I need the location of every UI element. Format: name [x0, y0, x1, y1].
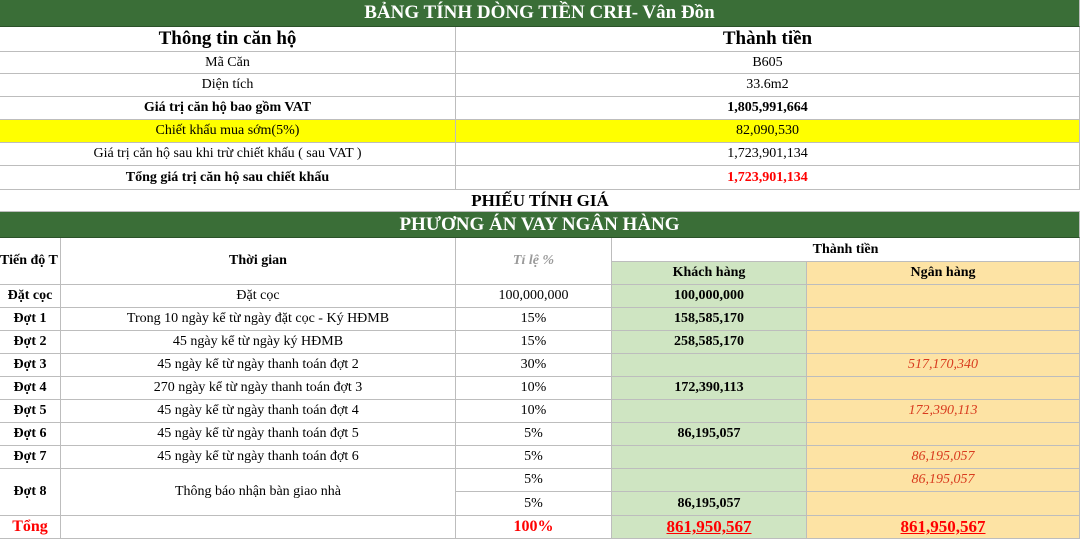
time-cell[interactable]: 45 ngày kể từ ngày thanh toán đợt 5 — [61, 423, 456, 446]
col-header-amount-group[interactable]: Thành tiền — [612, 238, 1080, 262]
payment-row — [0, 354, 1080, 377]
info-row-price-vat — [0, 97, 1080, 120]
col-header-time[interactable]: Thời gian — [61, 238, 456, 285]
customer-cell[interactable]: 258,585,170 — [612, 331, 807, 354]
info-row-code — [0, 52, 1080, 74]
info-value[interactable]: 1,723,901,134 — [456, 166, 1080, 190]
info-row-total — [0, 166, 1080, 190]
payment-row — [0, 377, 1080, 400]
total-ratio[interactable]: 100% — [456, 516, 612, 539]
stage-cell[interactable]: Đặt cọc — [0, 285, 61, 308]
payment-row — [0, 423, 1080, 446]
plan-header — [0, 238, 1080, 285]
ratio-cell[interactable]: 5% — [456, 469, 612, 492]
stage-cell[interactable]: Đợt 8 — [0, 469, 61, 516]
payment-row — [0, 331, 1080, 354]
bank-cell[interactable] — [807, 492, 1080, 516]
info-row-discount — [0, 120, 1080, 143]
bank-cell[interactable]: 86,195,057 — [807, 469, 1080, 492]
info-row-after-discount — [0, 143, 1080, 166]
subtitle[interactable]: PHIẾU TÍNH GIÁ — [0, 190, 1080, 212]
stage-cell[interactable]: Đợt 2 — [0, 331, 61, 354]
ratio-cell[interactable]: 10% — [456, 400, 612, 423]
ratio-cell[interactable]: 15% — [456, 331, 612, 354]
info-value[interactable]: 1,723,901,134 — [456, 143, 1080, 166]
col-header-customer[interactable]: Khách hàng — [612, 262, 807, 285]
ratio-cell[interactable]: 5% — [456, 446, 612, 469]
bank-cell[interactable] — [807, 308, 1080, 331]
plan-title-row — [0, 212, 1080, 238]
total-time-empty[interactable] — [61, 516, 456, 539]
plan-title[interactable]: PHƯƠNG ÁN VAY NGÂN HÀNG — [0, 212, 1080, 238]
ratio-cell[interactable]: 10% — [456, 377, 612, 400]
info-value[interactable]: B605 — [456, 52, 1080, 74]
stage-cell[interactable]: Đợt 7 — [0, 446, 61, 469]
payment-row — [0, 285, 1080, 308]
bank-cell[interactable] — [807, 423, 1080, 446]
info-label[interactable]: Giá trị căn hộ bao gồm VAT — [0, 97, 456, 120]
stage-cell[interactable]: Đợt 5 — [0, 400, 61, 423]
payment-row — [0, 446, 1080, 469]
ratio-cell[interactable]: 100,000,000 — [456, 285, 612, 308]
info-value[interactable]: 82,090,530 — [456, 120, 1080, 143]
sheet-title[interactable]: BẢNG TÍNH DÒNG TIỀN CRH- Vân Đồn — [0, 0, 1080, 27]
customer-cell[interactable] — [612, 469, 807, 492]
info-header-value[interactable]: Thành tiền — [456, 27, 1080, 52]
subtitle-row — [0, 190, 1080, 212]
time-cell[interactable]: 45 ngày kể từ ngày thanh toán đợt 6 — [61, 446, 456, 469]
customer-cell[interactable]: 100,000,000 — [612, 285, 807, 308]
customer-cell[interactable] — [612, 354, 807, 377]
bank-cell[interactable]: 86,195,057 — [807, 446, 1080, 469]
ratio-cell[interactable]: 5% — [456, 423, 612, 446]
time-cell[interactable]: 45 ngày kể từ ngày ký HĐMB — [61, 331, 456, 354]
stage-cell[interactable]: Đợt 6 — [0, 423, 61, 446]
customer-cell[interactable] — [612, 400, 807, 423]
info-label[interactable]: Chiết khấu mua sớm(5%) — [0, 120, 456, 143]
time-cell[interactable]: 45 ngày kể từ ngày thanh toán đợt 4 — [61, 400, 456, 423]
time-cell[interactable]: Thông báo nhận bàn giao nhà — [61, 469, 456, 516]
info-label[interactable]: Diện tích — [0, 74, 456, 97]
title-row — [0, 0, 1080, 27]
customer-cell[interactable]: 86,195,057 — [612, 492, 807, 516]
stage-cell[interactable]: Đợt 1 — [0, 308, 61, 331]
customer-cell[interactable]: 86,195,057 — [612, 423, 807, 446]
payment-row — [0, 400, 1080, 423]
ratio-cell[interactable]: 15% — [456, 308, 612, 331]
payment-row — [0, 308, 1080, 331]
ratio-cell[interactable]: 5% — [456, 492, 612, 516]
total-row — [0, 516, 1080, 539]
total-label[interactable]: Tổng — [0, 516, 61, 539]
stage-cell[interactable]: Đợt 3 — [0, 354, 61, 377]
col-header-bank[interactable]: Ngân hàng — [807, 262, 1080, 285]
ratio-cell[interactable]: 30% — [456, 354, 612, 377]
payment-row-stage8 — [0, 469, 1080, 516]
info-label[interactable]: Giá trị căn hộ sau khi trừ chiết khấu ( sau VAT ) — [0, 143, 456, 166]
info-label[interactable]: Tổng giá trị căn hộ sau chiết khấu — [0, 166, 456, 190]
bank-cell[interactable] — [807, 331, 1080, 354]
col-header-stage[interactable]: Tiến độ T — [0, 238, 61, 285]
total-bank[interactable]: 861,950,567 — [807, 516, 1080, 539]
time-cell[interactable]: Đặt cọc — [61, 285, 456, 308]
bank-cell[interactable]: 517,170,340 — [807, 354, 1080, 377]
time-cell[interactable]: Trong 10 ngày kể từ ngày đặt cọc - Ký HĐMB — [61, 308, 456, 331]
info-value[interactable]: 33.6m2 — [456, 74, 1080, 97]
bank-cell[interactable] — [807, 285, 1080, 308]
stage-cell[interactable]: Đợt 4 — [0, 377, 61, 400]
info-header-row — [0, 27, 1080, 52]
customer-cell[interactable]: 158,585,170 — [612, 308, 807, 331]
bank-cell[interactable] — [807, 377, 1080, 400]
time-cell[interactable]: 270 ngày kể từ ngày thanh toán đợt 3 — [61, 377, 456, 400]
info-row-area — [0, 74, 1080, 97]
total-customer[interactable]: 861,950,567 — [612, 516, 807, 539]
time-cell[interactable]: 45 ngày kể từ ngày thanh toán đợt 2 — [61, 354, 456, 377]
col-header-ratio[interactable]: Tỉ lệ % — [456, 238, 612, 285]
info-value[interactable]: 1,805,991,664 — [456, 97, 1080, 120]
customer-cell[interactable]: 172,390,113 — [612, 377, 807, 400]
info-header-label[interactable]: Thông tin căn hộ — [0, 27, 456, 52]
customer-cell[interactable] — [612, 446, 807, 469]
info-label[interactable]: Mã Căn — [0, 52, 456, 74]
bank-cell[interactable]: 172,390,113 — [807, 400, 1080, 423]
